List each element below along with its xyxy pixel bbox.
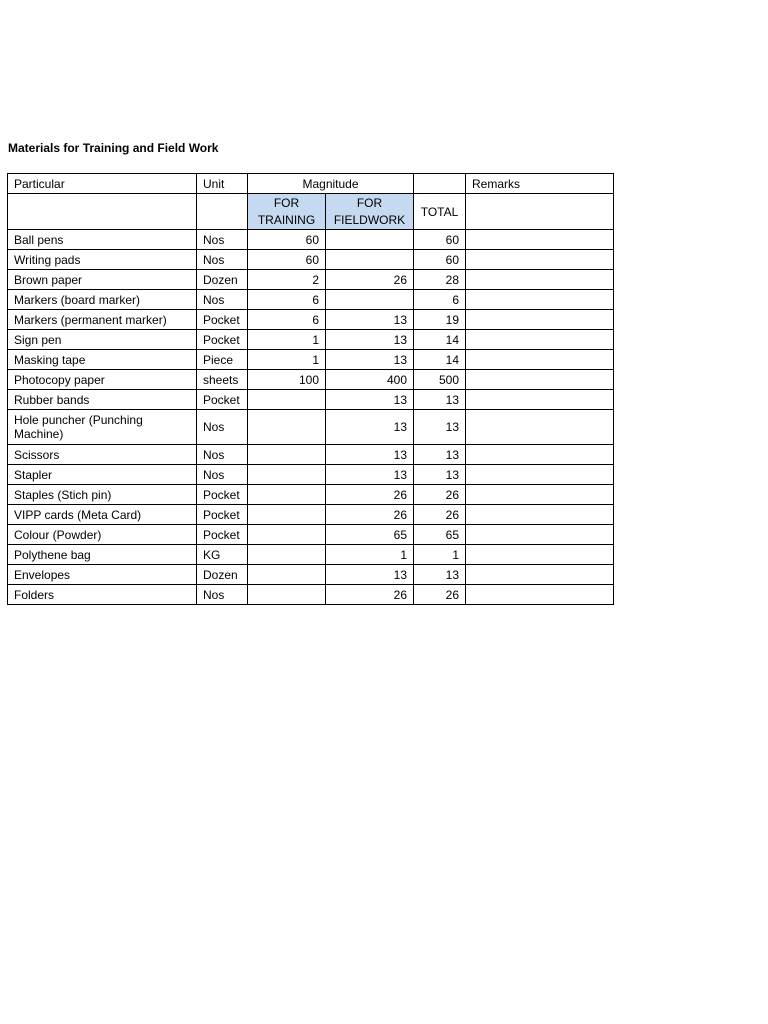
cell-for-training — [248, 565, 326, 585]
cell-for-fieldwork: 13 — [326, 445, 414, 465]
cell-total: 13 — [414, 565, 466, 585]
cell-total: 60 — [414, 230, 466, 250]
cell-for-fieldwork: 13 — [326, 565, 414, 585]
cell-unit: Nos — [197, 585, 248, 605]
cell-total: 26 — [414, 585, 466, 605]
table-row — [8, 585, 614, 605]
table-row — [8, 485, 614, 505]
cell-particular: Masking tape — [8, 350, 197, 370]
table-row — [8, 525, 614, 545]
cell-unit: Pocket — [197, 330, 248, 350]
cell-for-fieldwork — [326, 250, 414, 270]
cell-remarks — [466, 410, 614, 445]
header-for-training: FOR TRAINING — [248, 194, 326, 230]
cell-particular: Markers (permanent marker) — [8, 310, 197, 330]
cell-for-fieldwork: 13 — [326, 465, 414, 485]
cell-particular: Photocopy paper — [8, 370, 197, 390]
cell-remarks — [466, 465, 614, 485]
cell-total: 14 — [414, 330, 466, 350]
header-for-fieldwork: FOR FIELDWORK — [326, 194, 414, 230]
cell-unit: sheets — [197, 370, 248, 390]
cell-total: 26 — [414, 505, 466, 525]
cell-particular: Writing pads — [8, 250, 197, 270]
cell-for-fieldwork: 13 — [326, 410, 414, 445]
cell-unit: Nos — [197, 290, 248, 310]
cell-for-training — [248, 410, 326, 445]
cell-particular: Polythene bag — [8, 545, 197, 565]
table-row — [8, 410, 614, 445]
cell-remarks — [466, 230, 614, 250]
cell-for-fieldwork: 65 — [326, 525, 414, 545]
cell-unit: Nos — [197, 445, 248, 465]
cell-remarks — [466, 310, 614, 330]
table-row — [8, 565, 614, 585]
cell-for-fieldwork: 26 — [326, 505, 414, 525]
subheader-blank-unit — [197, 194, 248, 230]
materials-table — [7, 173, 614, 605]
cell-for-training: 2 — [248, 270, 326, 290]
cell-remarks — [466, 270, 614, 290]
cell-for-fieldwork: 13 — [326, 390, 414, 410]
header-magnitude: Magnitude — [248, 174, 414, 194]
cell-for-training — [248, 485, 326, 505]
cell-remarks — [466, 545, 614, 565]
cell-remarks — [466, 505, 614, 525]
cell-total: 13 — [414, 390, 466, 410]
cell-unit: Nos — [197, 410, 248, 445]
table-row — [8, 350, 614, 370]
cell-for-training — [248, 505, 326, 525]
header-unit: Unit — [197, 174, 248, 194]
table-row — [8, 330, 614, 350]
cell-unit: Pocket — [197, 310, 248, 330]
table-row — [8, 505, 614, 525]
cell-for-fieldwork: 26 — [326, 485, 414, 505]
cell-for-training — [248, 525, 326, 545]
cell-particular: Brown paper — [8, 270, 197, 290]
cell-for-training — [248, 585, 326, 605]
cell-unit: Dozen — [197, 565, 248, 585]
cell-remarks — [466, 250, 614, 270]
table-row — [8, 230, 614, 250]
cell-total: 19 — [414, 310, 466, 330]
cell-for-training: 6 — [248, 290, 326, 310]
cell-particular: Hole puncher (Punching Machine) — [8, 410, 197, 445]
cell-total: 1 — [414, 545, 466, 565]
cell-for-fieldwork — [326, 230, 414, 250]
header-row — [8, 174, 614, 194]
cell-unit: Pocket — [197, 485, 248, 505]
cell-for-fieldwork: 13 — [326, 330, 414, 350]
cell-total: 13 — [414, 465, 466, 485]
cell-particular: Folders — [8, 585, 197, 605]
cell-unit: Piece — [197, 350, 248, 370]
cell-unit: Nos — [197, 250, 248, 270]
cell-total: 13 — [414, 410, 466, 445]
cell-remarks — [466, 370, 614, 390]
subheader-blank-particular — [8, 194, 197, 230]
cell-remarks — [466, 525, 614, 545]
cell-particular: Markers (board marker) — [8, 290, 197, 310]
cell-for-fieldwork: 400 — [326, 370, 414, 390]
header-remarks: Remarks — [466, 174, 614, 194]
cell-unit: Pocket — [197, 390, 248, 410]
cell-remarks — [466, 390, 614, 410]
cell-remarks — [466, 485, 614, 505]
subheader-row — [8, 194, 614, 230]
cell-total: 28 — [414, 270, 466, 290]
cell-for-training — [248, 390, 326, 410]
table-row — [8, 370, 614, 390]
cell-for-training — [248, 545, 326, 565]
cell-for-fieldwork: 13 — [326, 350, 414, 370]
cell-particular: Stapler — [8, 465, 197, 485]
page-title: Materials for Training and Field Work — [8, 141, 219, 155]
cell-for-training: 6 — [248, 310, 326, 330]
cell-unit: Dozen — [197, 270, 248, 290]
table-row — [8, 250, 614, 270]
cell-remarks — [466, 585, 614, 605]
cell-remarks — [466, 565, 614, 585]
header-particular: Particular — [8, 174, 197, 194]
table-row — [8, 545, 614, 565]
cell-particular: Scissors — [8, 445, 197, 465]
cell-unit: KG — [197, 545, 248, 565]
cell-remarks — [466, 350, 614, 370]
cell-unit: Pocket — [197, 525, 248, 545]
header-total: TOTAL — [414, 194, 466, 230]
cell-for-fieldwork: 1 — [326, 545, 414, 565]
cell-for-fieldwork: 26 — [326, 270, 414, 290]
cell-for-training: 60 — [248, 230, 326, 250]
cell-particular: Envelopes — [8, 565, 197, 585]
cell-total: 500 — [414, 370, 466, 390]
cell-total: 65 — [414, 525, 466, 545]
cell-particular: Rubber bands — [8, 390, 197, 410]
cell-particular: Staples (Stich pin) — [8, 485, 197, 505]
cell-for-fieldwork: 13 — [326, 310, 414, 330]
cell-total: 26 — [414, 485, 466, 505]
cell-for-training: 100 — [248, 370, 326, 390]
cell-particular: Ball pens — [8, 230, 197, 250]
table-row — [8, 465, 614, 485]
table-row — [8, 290, 614, 310]
cell-particular: Sign pen — [8, 330, 197, 350]
table-row — [8, 390, 614, 410]
cell-particular: VIPP cards (Meta Card) — [8, 505, 197, 525]
header-blank — [414, 174, 466, 194]
cell-remarks — [466, 330, 614, 350]
cell-for-training: 1 — [248, 350, 326, 370]
cell-remarks — [466, 445, 614, 465]
cell-for-training: 60 — [248, 250, 326, 270]
cell-total: 6 — [414, 290, 466, 310]
cell-for-fieldwork: 26 — [326, 585, 414, 605]
cell-for-fieldwork — [326, 290, 414, 310]
subheader-blank-remarks — [466, 194, 614, 230]
cell-unit: Pocket — [197, 505, 248, 525]
cell-unit: Nos — [197, 465, 248, 485]
table-row — [8, 310, 614, 330]
cell-remarks — [466, 290, 614, 310]
cell-total: 13 — [414, 445, 466, 465]
cell-unit: Nos — [197, 230, 248, 250]
cell-total: 14 — [414, 350, 466, 370]
cell-total: 60 — [414, 250, 466, 270]
cell-for-training: 1 — [248, 330, 326, 350]
table-row — [8, 445, 614, 465]
cell-particular: Colour (Powder) — [8, 525, 197, 545]
table-row — [8, 270, 614, 290]
cell-for-training — [248, 465, 326, 485]
cell-for-training — [248, 445, 326, 465]
